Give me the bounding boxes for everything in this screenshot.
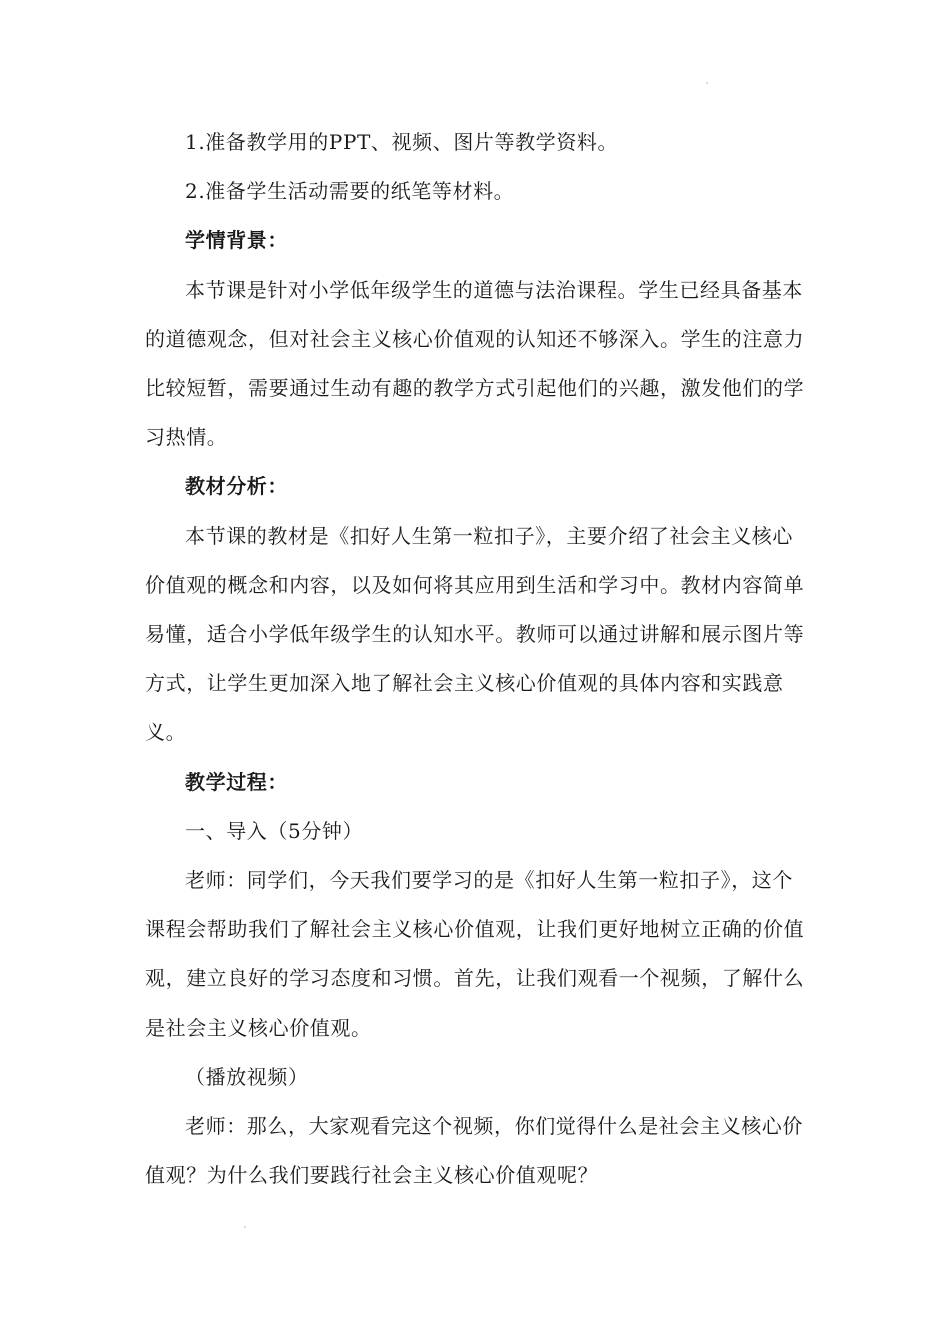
- student-background-paragraph: 本节课是针对小学低年级学生的道德与法治课程。学生已经具备基本的道德观念，但对社会主义核心价值观的认知还不够深入。学生的注意力比较短暂，需要通过生动有趣的教学方式引起他们的兴趣，激发他们的学习热情。: [145, 277, 805, 450]
- section-heading-textbook-analysis: 教材分析：: [185, 474, 288, 499]
- step-one-title: 一、导入（5分钟）: [185, 818, 364, 843]
- textbook-analysis-paragraph: 本节课的教材是《扣好人生第一粒扣子》，主要介绍了社会主义核心价值观的概念和内容，以及如何将其应用到生活和学习中。教材内容简单易懂，适合小学低年级学生的认知水平。教师可以通过讲解和展示图片等方式，让学生更加深入地了解社会主义核心价值观的具体内容和实践意义。: [145, 523, 805, 745]
- teacher-question-paragraph: 老师：那么，大家观看完这个视频，你们觉得什么是社会主义核心价值观？为什么我们要践行社会主义核心价值观呢？: [145, 1114, 803, 1188]
- margin-mark-top: [706, 82, 708, 84]
- play-video-note: （播放视频）: [185, 1064, 309, 1089]
- prep-item-1: 1.准备教学用的PPT、视频、图片等教学资料。: [185, 130, 619, 154]
- teacher-intro-paragraph: 老师：同学们，今天我们要学习的是《扣好人生第一粒扣子》，这个课程会帮助我们了解社会主义核心价值观，让我们更好地树立正确的价值观，建立良好的学习态度和习惯。首先，让我们观看一个视频，了解什么是社会主义核心价值观。: [145, 868, 805, 1040]
- document-body: [145, 118, 805, 1200]
- prep-item-2: 2.准备学生活动需要的纸笔等材料。: [185, 179, 515, 204]
- section-heading-student-background: 学情背景：: [185, 228, 288, 253]
- section-heading-teaching-process: 教学过程：: [185, 769, 288, 794]
- margin-mark-bottom: [244, 1226, 246, 1228]
